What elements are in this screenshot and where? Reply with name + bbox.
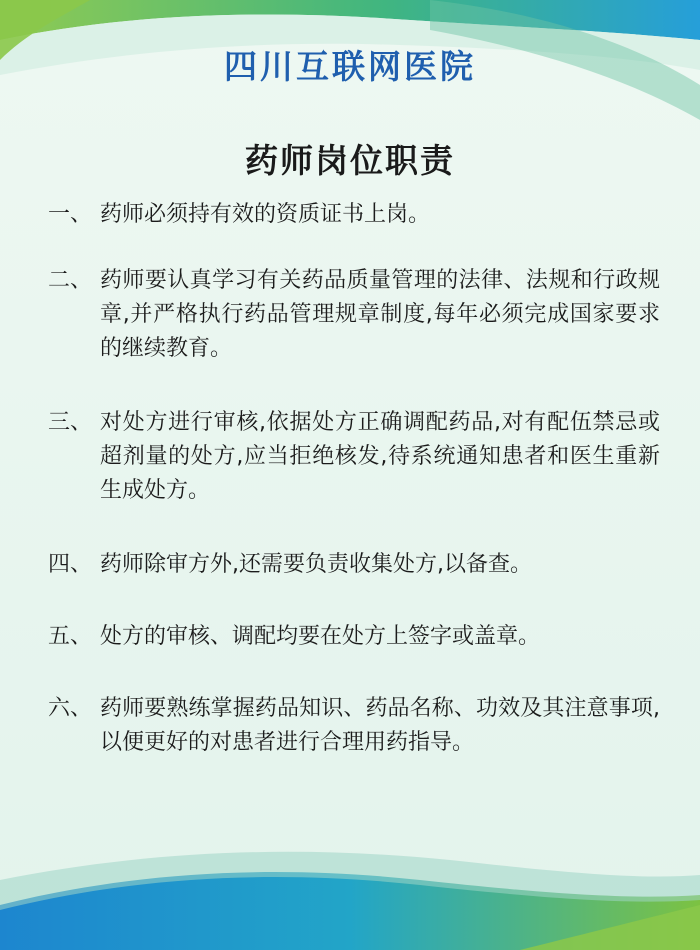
- duty-item: [48, 548, 660, 582]
- duty-item: [48, 692, 660, 760]
- document-title: 药师岗位职责: [245, 141, 455, 180]
- duty-item: [48, 620, 660, 654]
- duty-text: 药师要熟练掌握药品知识、药品名称、功效及其注意事项,以便更好的对患者进行合理用药指导。: [100, 696, 660, 755]
- duty-text: 药师必须持有效的资质证书上岗。: [100, 202, 431, 227]
- hospital-name: 四川互联网医院: [224, 47, 476, 86]
- duty-item: [48, 198, 660, 232]
- duty-text: 药师除审方外,还需要负责收集处方,以备查。: [100, 552, 532, 577]
- duty-item: [48, 406, 660, 508]
- duties-list: [48, 198, 660, 760]
- duty-text: 处方的审核、调配均要在处方上签字或盖章。: [100, 624, 541, 649]
- duty-number: 五、: [48, 624, 93, 649]
- duty-number: 四、: [48, 552, 93, 577]
- duty-number: 一、: [48, 202, 93, 227]
- duty-number: 六、: [48, 696, 93, 721]
- duty-number: 三、: [48, 410, 93, 435]
- duty-text: 药师要认真学习有关药品质量管理的法律、法规和行政规章,并严格执行药品管理规章制度,每年必须完成国家要求的继续教育。: [100, 268, 660, 361]
- duty-item: [48, 264, 660, 366]
- duty-number: 二、: [48, 268, 93, 293]
- duty-text: 对处方进行审核,依据处方正确调配药品,对有配伍禁忌或超剂量的处方,应当拒绝核发,待系统通知患者和医生重新生成处方。: [100, 410, 660, 503]
